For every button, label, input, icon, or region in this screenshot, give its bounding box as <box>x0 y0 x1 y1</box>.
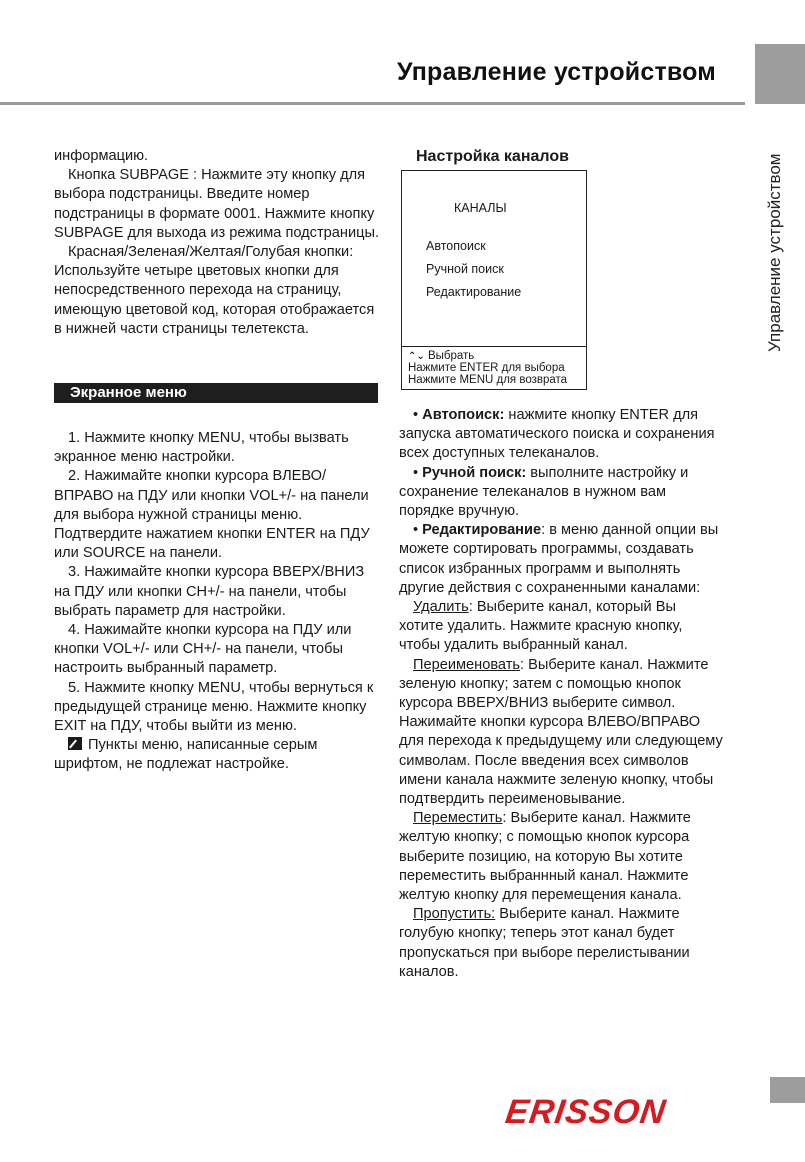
definition: Выберите канал. Нажмите голубую кнопку; теперь этот канал будет пропускаться при выборе перелистывании каналов. <box>399 906 690 980</box>
menu-item-editing: Редактирование <box>426 285 522 299</box>
menu-heading: Настройка каналов <box>416 148 569 165</box>
sub-item <box>399 598 724 656</box>
step: 4. Нажимайте кнопки курсора на ПДУ или кнопки VOL+/- или CH+/- на панели, чтобы настроить выбранный параметр. <box>54 622 352 677</box>
side-label-text: Управление устройством <box>765 153 784 352</box>
bullet-item: • Автопоиск: нажмите кнопку ENTER для запуска автоматического поиска и сохранения всех доступных телеканалов. <box>399 407 715 462</box>
step: 2. Нажимайте кнопки курсора ВЛЕВО/ВПРАВО на ПДУ или кнопки VOL+/- на панели для выбора нужной страницы меню. Подтвердите нажатием кнопки ENTER на ПДУ или SOURCE на панели. <box>54 468 370 562</box>
header-divider <box>0 102 745 105</box>
bullet-item: • Редактирование: в меню данной опции вы можете сортировать программы, создавать список избранных программ и выполнять другие действия с сохраненными каналами: <box>399 522 719 596</box>
right-column <box>399 406 724 982</box>
note-icon <box>68 737 82 750</box>
definition: : Выберите канал. Нажмите зеленую кнопку; затем с помощью кнопок курсора ВВЕРХ/ВНИЗ выберите символ. Нажимайте кнопки курсора ВЛЕВО/ВПРАВО для перехода к предыдущему или следующему символам. После введения всех символов имени канала нажмите зеленую кнопку, чтобы подтвердить переименовывание. <box>399 656 723 808</box>
term: Удалить <box>413 599 469 616</box>
erisson-logo: ERISSON <box>503 1093 669 1131</box>
section-heading: Экранное меню <box>54 383 378 403</box>
channel-menu-box <box>401 170 587 390</box>
side-tab <box>755 44 805 104</box>
menu-item-manual-search: Ручной поиск <box>426 262 504 276</box>
step: 5. Нажмите кнопку MENU, чтобы вернуться к предыдущей странице меню. Нажмите кнопку EXIT на ПДУ, чтобы выйти из меню. <box>54 679 374 735</box>
sub-item <box>399 809 724 905</box>
menu-title: КАНАЛЫ <box>454 201 507 215</box>
footer-select-label: Выбрать <box>427 350 475 362</box>
menu-footer-enter: Нажмите ENTER для выбора <box>408 361 565 374</box>
term: Редактирование <box>422 522 542 539</box>
menu-footer-menu: Нажмите MENU для возврата <box>408 373 568 386</box>
term: Автопоиск: <box>422 407 505 423</box>
steps-list <box>54 429 384 775</box>
definition: : Выберите канал. Нажмите желтую кнопку; с помощью кнопок курсора выберите позицию, на которую Вы хотите переместить выбраннный канал. Нажмите желтую кнопку для перемещения канала. <box>399 810 691 904</box>
term: Ручной поиск: <box>422 464 527 481</box>
note-text: Пункты меню, написанные серым шрифтом, не подлежат настройке. <box>54 737 318 773</box>
left-column <box>54 147 384 339</box>
definition: нажмите кнопку ENTER для запуска автоматического поиска и сохранения всех доступных телеканалов. <box>399 407 715 462</box>
definition: выполните настройку и сохранение телеканалов в нужном вам порядке вручную. <box>399 464 689 520</box>
step: 3. Нажимайте кнопки курсора ВВЕРХ/ВНИЗ на ПДУ или кнопки CH+/- на панели, чтобы выбрать параметр для настройки. <box>54 564 365 619</box>
term: Переместить <box>413 810 503 827</box>
paragraph: Красная/Зеленая/Желтая/Голубая кнопки: Используйте четыре цветовых кнопки для непосредственного перехода на страницу, имеющую цветовой код, которая отображается в нижней части страницы телетекста. <box>54 244 375 337</box>
paragraph: информацию. <box>54 148 149 164</box>
page-title: Управление устройством <box>396 58 716 86</box>
note <box>54 736 384 774</box>
term: Пропустить: <box>413 906 496 923</box>
sub-item <box>399 656 724 810</box>
step: 1. Нажмите кнопку MENU, чтобы вызвать экранное меню настройки. <box>54 430 349 466</box>
sub-item <box>399 905 724 982</box>
bullet-item: • Ручной поиск: выполните настройку и сохранение телеканалов в нужном вам порядке вручную. <box>399 464 689 520</box>
paragraph: Кнопка SUBPAGE : Нажмите эту кнопку для выбора подстраницы. Введите номер подстраницы в формате 0001. Нажмите кнопку SUBPAGE для выхода из режима подстраницы. <box>54 167 380 241</box>
menu-footer <box>402 346 586 386</box>
definition: : в меню данной опции вы можете сортировать программы, создавать список избранных программ и выполнять другие действия с сохраненными каналами: <box>399 522 719 596</box>
page-number-box <box>770 1077 805 1103</box>
term: Переименовать <box>413 656 520 673</box>
definition: : Выберите канал, который Вы хотите удалить. Нажмите красную кнопку, чтобы удалить выбранный канал. <box>399 599 683 654</box>
menu-item-autosearch: Автопоиск <box>426 239 486 253</box>
up-down-arrows-icon: ⌃⌄ <box>408 351 425 362</box>
